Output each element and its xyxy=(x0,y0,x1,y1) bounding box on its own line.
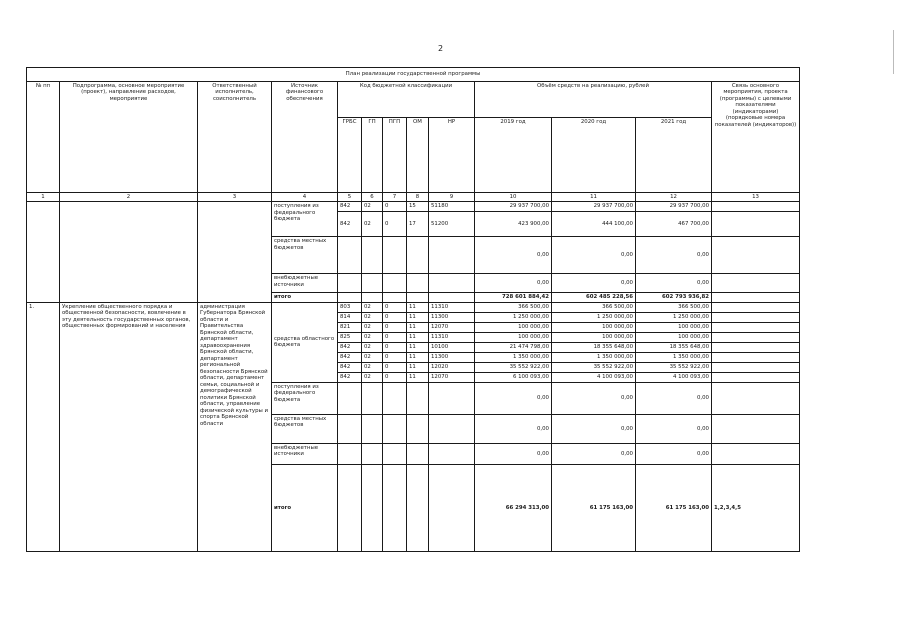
empty-cell xyxy=(338,293,362,302)
source-label: средства местных бюджетов xyxy=(272,414,338,443)
cell-2020: 35 552 922,00 xyxy=(552,362,636,372)
cell-nr: 51180 xyxy=(429,202,475,212)
cell-gp: 02 xyxy=(362,352,383,362)
empty-cell xyxy=(429,274,475,293)
cell-2021: 18 355 648,00 xyxy=(636,342,712,352)
cell-om: 11 xyxy=(407,352,429,362)
cell-2020: 1 250 000,00 xyxy=(552,312,636,322)
header-2021: 2021 год xyxy=(636,118,712,193)
cell-2020: 1 350 000,00 xyxy=(552,352,636,362)
cell-2021: 1 350 000,00 xyxy=(636,352,712,362)
cell-nr: 12020 xyxy=(429,362,475,372)
empty-cell xyxy=(338,464,362,551)
cell-pgp: 0 xyxy=(383,212,407,237)
cell-gp: 02 xyxy=(362,372,383,382)
cell-2020: 0,00 xyxy=(552,274,636,293)
cell-2019: 0,00 xyxy=(475,274,552,293)
cell-2020: 100 000,00 xyxy=(552,332,636,342)
cell-pgp: 0 xyxy=(383,202,407,212)
empty-cell xyxy=(712,293,800,302)
cell-grbs: 842 xyxy=(338,212,362,237)
cell-2019: 6 100 093,00 xyxy=(475,372,552,382)
cell-grbs: 803 xyxy=(338,302,362,312)
source-label: поступления из федерального бюджета xyxy=(272,382,338,414)
cell-gp: 02 xyxy=(362,202,383,212)
cell-om: 11 xyxy=(407,342,429,352)
empty-cell xyxy=(407,414,429,443)
column-number: 4 xyxy=(272,193,338,202)
empty-cell xyxy=(712,302,800,312)
empty-cell xyxy=(407,464,429,551)
cell-2021: 467 700,00 xyxy=(636,212,712,237)
column-number: 13 xyxy=(712,193,800,202)
cell-grbs: 842 xyxy=(338,362,362,372)
empty-cell xyxy=(429,414,475,443)
cell-nr: 12070 xyxy=(429,372,475,382)
page-number: 2 xyxy=(438,44,444,53)
cell-2019: 100 000,00 xyxy=(475,332,552,342)
column-number: 10 xyxy=(475,193,552,202)
executor-name: администрация Губернатора Брянской области и Правительства Брянской области, департамент здравоохранения Брянской области, департамент региональной безопасности Брянской области, департамент семьи, социальной и демографической политики Брянской области, управление физической культуры и спорта Брянской области xyxy=(198,302,272,551)
cell-2019: 0,00 xyxy=(475,237,552,274)
header-no: № пп xyxy=(27,82,60,193)
cell-om: 11 xyxy=(407,372,429,382)
column-number: 1 xyxy=(27,193,60,202)
empty-cell xyxy=(60,202,198,302)
cell-2021: 0,00 xyxy=(636,443,712,464)
total-2021: 61 175 163,00 xyxy=(636,464,712,551)
empty-cell xyxy=(429,382,475,414)
empty-cell xyxy=(712,312,800,322)
table-row xyxy=(27,202,800,212)
total-2021: 602 793 936,82 xyxy=(636,293,712,302)
cell-om: 17 xyxy=(407,212,429,237)
column-number: 9 xyxy=(429,193,475,202)
cell-pgp: 0 xyxy=(383,372,407,382)
total-2020: 61 175 163,00 xyxy=(552,464,636,551)
cell-2020: 29 937 700,00 xyxy=(552,202,636,212)
empty-cell xyxy=(383,237,407,274)
cell-2021: 100 000,00 xyxy=(636,332,712,342)
cell-pgp: 0 xyxy=(383,322,407,332)
cell-2019: 0,00 xyxy=(475,382,552,414)
cell-2020: 0,00 xyxy=(552,237,636,274)
empty-cell xyxy=(198,202,272,302)
cell-om: 11 xyxy=(407,362,429,372)
empty-cell xyxy=(712,443,800,464)
cell-pgp: 0 xyxy=(383,352,407,362)
empty-cell xyxy=(407,382,429,414)
header-budget-code: Код бюджетной классификации xyxy=(338,82,475,118)
total-2020: 602 485 228,56 xyxy=(552,293,636,302)
header-volume: Объём средств на реализацию, рублей xyxy=(475,82,712,118)
total-2019: 66 294 313,00 xyxy=(475,464,552,551)
source-label: средства областного бюджета xyxy=(272,302,338,382)
cell-2020: 444 100,00 xyxy=(552,212,636,237)
scan-mark xyxy=(893,30,894,74)
header-grbs: ГРБС xyxy=(338,118,362,193)
cell-2019: 1 350 000,00 xyxy=(475,352,552,362)
empty-cell xyxy=(27,202,60,302)
empty-cell xyxy=(712,342,800,352)
empty-cell xyxy=(407,293,429,302)
empty-cell xyxy=(383,414,407,443)
empty-cell xyxy=(362,464,383,551)
cell-nr: 12070 xyxy=(429,322,475,332)
empty-cell xyxy=(712,332,800,342)
cell-nr: 11310 xyxy=(429,302,475,312)
empty-cell xyxy=(712,414,800,443)
cell-2019: 0,00 xyxy=(475,443,552,464)
cell-2021: 0,00 xyxy=(636,274,712,293)
cell-2020: 366 500,00 xyxy=(552,302,636,312)
empty-cell xyxy=(712,212,800,237)
cell-gp: 02 xyxy=(362,312,383,322)
column-number: 5 xyxy=(338,193,362,202)
empty-cell xyxy=(712,274,800,293)
empty-cell xyxy=(383,382,407,414)
cell-om: 15 xyxy=(407,202,429,212)
cell-pgp: 0 xyxy=(383,332,407,342)
column-number: 6 xyxy=(362,193,383,202)
empty-cell xyxy=(712,352,800,362)
empty-cell xyxy=(362,414,383,443)
cell-grbs: 825 xyxy=(338,332,362,342)
cell-2021: 29 937 700,00 xyxy=(636,202,712,212)
cell-om: 11 xyxy=(407,332,429,342)
cell-2020: 4 100 093,00 xyxy=(552,372,636,382)
cell-om: 11 xyxy=(407,322,429,332)
column-number: 8 xyxy=(407,193,429,202)
cell-nr: 10100 xyxy=(429,342,475,352)
source-label: внебюджетные источники xyxy=(272,443,338,464)
cell-gp: 02 xyxy=(362,302,383,312)
header-source: Источник финансового обеспечения xyxy=(272,82,338,193)
empty-cell xyxy=(362,443,383,464)
header-nr: НР xyxy=(429,118,475,193)
column-number: 3 xyxy=(198,193,272,202)
cell-2019: 423 900,00 xyxy=(475,212,552,237)
cell-2019: 35 552 922,00 xyxy=(475,362,552,372)
cell-2021: 0,00 xyxy=(636,382,712,414)
cell-2020: 0,00 xyxy=(552,443,636,464)
table-caption: План реализации государственной программы xyxy=(27,68,800,82)
empty-cell xyxy=(429,443,475,464)
cell-nr: 11310 xyxy=(429,332,475,342)
cell-grbs: 842 xyxy=(338,202,362,212)
cell-nr: 11300 xyxy=(429,352,475,362)
cell-pgp: 0 xyxy=(383,312,407,322)
empty-cell xyxy=(362,274,383,293)
total-label: итого xyxy=(272,464,338,551)
cell-2020: 0,00 xyxy=(552,382,636,414)
header-executor: Ответственный исполнитель, соисполнитель xyxy=(198,82,272,193)
column-number: 7 xyxy=(383,193,407,202)
cell-gp: 02 xyxy=(362,332,383,342)
cell-2021: 0,00 xyxy=(636,414,712,443)
total-label: итого xyxy=(272,293,338,302)
cell-gp: 02 xyxy=(362,342,383,352)
cell-gp: 02 xyxy=(362,362,383,372)
empty-cell xyxy=(407,237,429,274)
cell-nr: 11300 xyxy=(429,312,475,322)
cell-2021: 1 250 000,00 xyxy=(636,312,712,322)
cell-om: 11 xyxy=(407,302,429,312)
table-row xyxy=(27,302,800,312)
empty-cell xyxy=(383,464,407,551)
empty-cell xyxy=(712,372,800,382)
cell-pgp: 0 xyxy=(383,362,407,372)
source-label: поступления из федерального бюджета xyxy=(272,202,338,237)
empty-cell xyxy=(338,443,362,464)
header-pgp: ПГП xyxy=(383,118,407,193)
empty-cell xyxy=(712,362,800,372)
cell-2019: 29 937 700,00 xyxy=(475,202,552,212)
empty-cell xyxy=(362,237,383,274)
empty-cell xyxy=(383,293,407,302)
cell-2020: 18 355 648,00 xyxy=(552,342,636,352)
source-label: средства местных бюджетов xyxy=(272,237,338,274)
column-number: 12 xyxy=(636,193,712,202)
cell-grbs: 814 xyxy=(338,312,362,322)
cell-2021: 100 000,00 xyxy=(636,322,712,332)
empty-cell xyxy=(338,237,362,274)
row-number: 1. xyxy=(27,302,60,551)
empty-cell xyxy=(429,237,475,274)
cell-grbs: 842 xyxy=(338,342,362,352)
column-number: 2 xyxy=(60,193,198,202)
empty-cell xyxy=(338,414,362,443)
cell-om: 11 xyxy=(407,312,429,322)
cell-2021: 35 552 922,00 xyxy=(636,362,712,372)
cell-grbs: 842 xyxy=(338,372,362,382)
empty-cell xyxy=(712,382,800,414)
empty-cell xyxy=(407,274,429,293)
header-2019: 2019 год xyxy=(475,118,552,193)
cell-2019: 0,00 xyxy=(475,414,552,443)
empty-cell xyxy=(383,274,407,293)
empty-cell xyxy=(362,293,383,302)
header-link: Связь основного мероприятия, проекта (программы) с целевыми показателями (индикаторами) (порядковые номера показателей (индикаторов)) xyxy=(712,82,800,193)
cell-2019: 1 250 000,00 xyxy=(475,312,552,322)
empty-cell xyxy=(407,443,429,464)
empty-cell xyxy=(338,274,362,293)
cell-gp: 02 xyxy=(362,322,383,332)
cell-2021: 366 500,00 xyxy=(636,302,712,312)
empty-cell xyxy=(429,293,475,302)
header-gp: ГП xyxy=(362,118,383,193)
column-number-row xyxy=(27,193,800,202)
header-subprogram: Подпрограмма, основное мероприятие (проект), направление расходов, мероприятие xyxy=(60,82,198,193)
empty-cell xyxy=(712,202,800,212)
cell-nr: 51200 xyxy=(429,212,475,237)
total-2019: 728 601 884,42 xyxy=(475,293,552,302)
cell-gp: 02 xyxy=(362,212,383,237)
cell-2021: 4 100 093,00 xyxy=(636,372,712,382)
header-om: ОМ xyxy=(407,118,429,193)
cell-grbs: 842 xyxy=(338,352,362,362)
column-number: 11 xyxy=(552,193,636,202)
header-2020: 2020 год xyxy=(552,118,636,193)
empty-cell xyxy=(429,464,475,551)
cell-pgp: 0 xyxy=(383,342,407,352)
cell-2021: 0,00 xyxy=(636,237,712,274)
cell-2020: 100 000,00 xyxy=(552,322,636,332)
cell-2020: 0,00 xyxy=(552,414,636,443)
cell-2019: 366 500,00 xyxy=(475,302,552,312)
cell-2019: 100 000,00 xyxy=(475,322,552,332)
cell-2019: 21 474 798,00 xyxy=(475,342,552,352)
cell-pgp: 0 xyxy=(383,302,407,312)
empty-cell xyxy=(383,443,407,464)
empty-cell xyxy=(338,382,362,414)
cell-grbs: 821 xyxy=(338,322,362,332)
empty-cell xyxy=(362,382,383,414)
source-label: внебюджетные источники xyxy=(272,274,338,293)
empty-cell xyxy=(712,322,800,332)
empty-cell xyxy=(712,237,800,274)
subprogram-name: Укрепление общественного порядка и общественной безопасности, вовлечение в эту деятельность государственных органов, общественных формирований и населения xyxy=(60,302,198,551)
plan-table xyxy=(26,67,800,552)
indicator-links: 1,2,3,4,5 xyxy=(712,464,800,551)
